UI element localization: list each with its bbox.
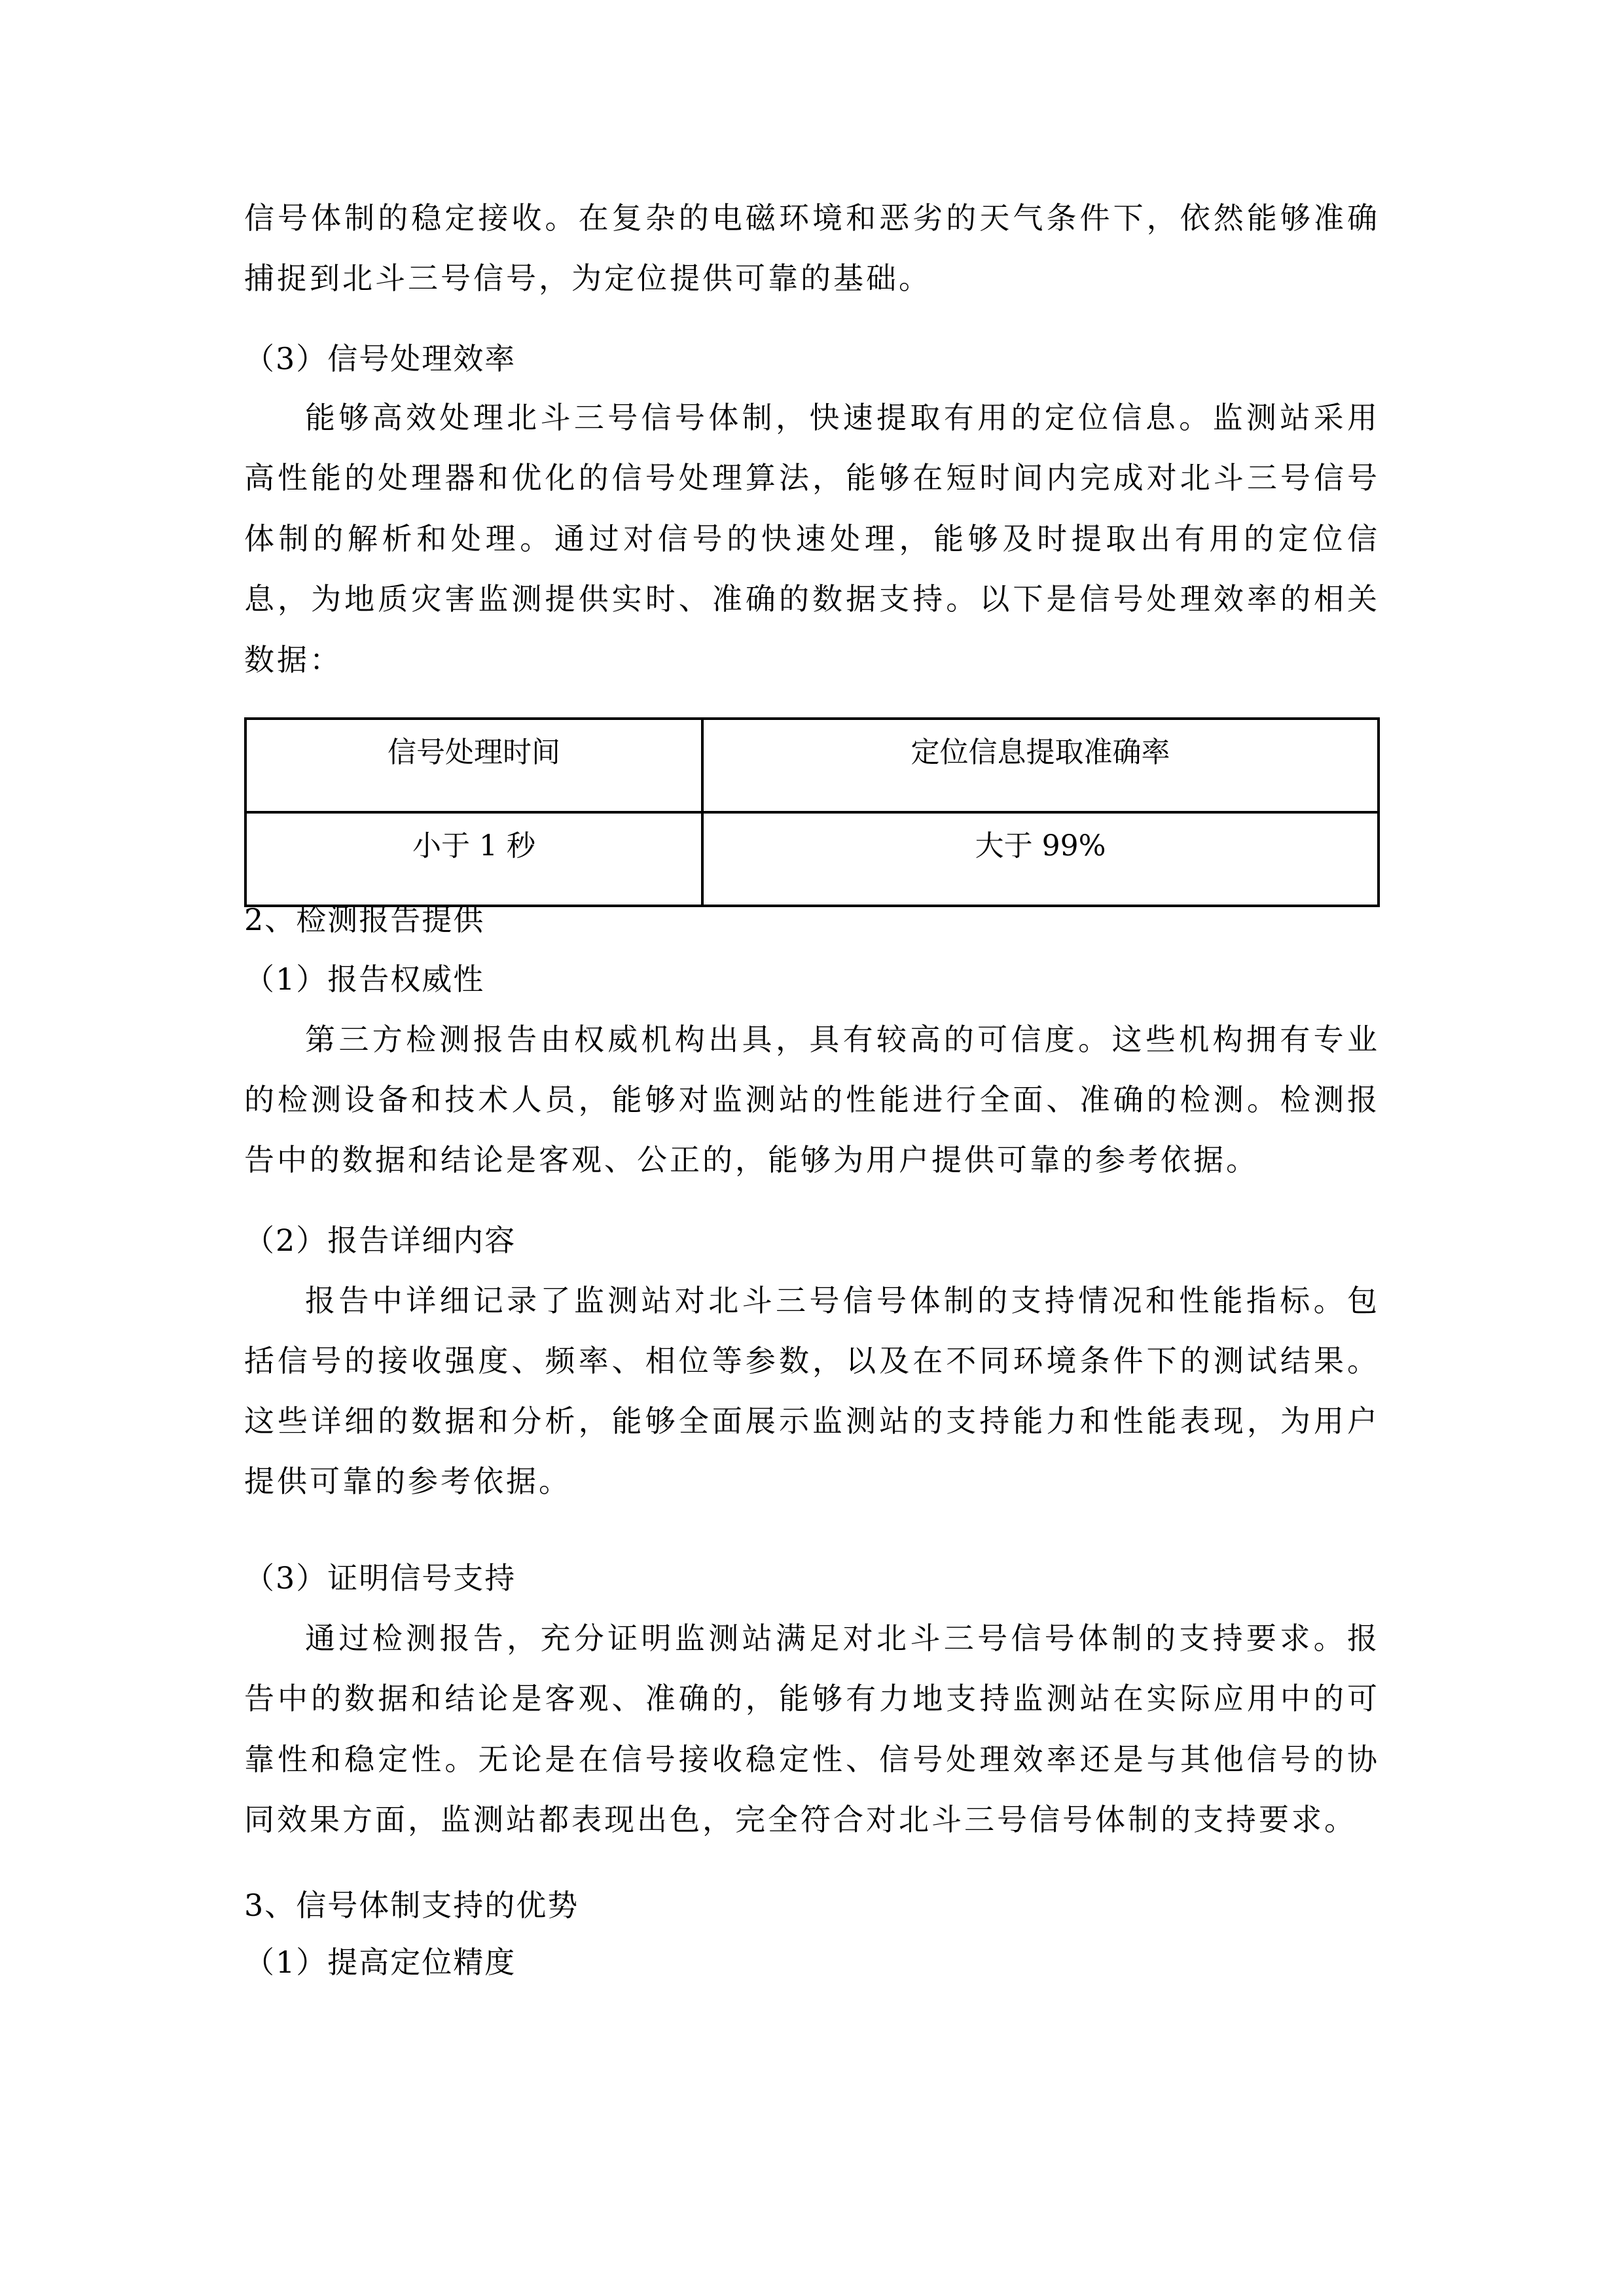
paragraph-line: 第三方检测报告由权威机构出具，具有较高的可信度。这些机构拥有专业 (305, 1022, 1380, 1057)
paragraph-line: 报告中详细记录了监测站对北斗三号信号体制的支持情况和性能指标。包 (305, 1283, 1380, 1318)
table-cell: 大于 99% (702, 812, 1379, 906)
table-header-row (245, 719, 1379, 812)
subsection-heading-details: （2）报告详细内容 (244, 1223, 516, 1258)
paragraph-line: 通过检测报告，充分证明监测站满足对北斗三号信号体制的支持要求。报 (305, 1621, 1380, 1656)
subsection-heading-signal-processing: （3）信号处理效率 (244, 341, 516, 376)
section-heading-advantages: 3、信号体制支持的优势 (244, 1888, 579, 1923)
paragraph-line: 体制的解析和处理。通过对信号的快速处理，能够及时提取出有用的定位信 (244, 521, 1380, 556)
paragraph-line: 息，为地质灾害监测提供实时、准确的数据支持。以下是信号处理效率的相关 (244, 581, 1380, 617)
paragraph-line: 的检测设备和技术人员，能够对监测站的性能进行全面、准确的检测。检测报 (244, 1082, 1380, 1117)
subsection-heading-proof: （3）证明信号支持 (244, 1560, 516, 1596)
signal-processing-table (244, 717, 1380, 907)
subsection-heading-precision: （1）提高定位精度 (244, 1945, 516, 1980)
paragraph-line: 括信号的接收强度、频率、相位等参数，以及在不同环境条件下的测试结果。 (244, 1343, 1380, 1378)
paragraph-line: 捕捉到北斗三号信号，为定位提供可靠的基础。 (244, 260, 931, 296)
table-cell: 小于 1 秒 (245, 812, 702, 906)
paragraph-line: 高性能的处理器和优化的信号处理算法，能够在短时间内完成对北斗三号信号 (244, 460, 1380, 495)
table-row (245, 812, 1379, 906)
paragraph-line: 同效果方面，监测站都表现出色，完全符合对北斗三号信号体制的支持要求。 (244, 1802, 1357, 1837)
paragraph-line: 提供可靠的参考依据。 (244, 1463, 571, 1499)
paragraph-line: 告中的数据和结论是客观、公正的，能够为用户提供可靠的参考依据。 (244, 1142, 1259, 1177)
section-heading-report: 2、检测报告提供 (244, 902, 485, 937)
paragraph-line: 数据： (244, 642, 342, 677)
paragraph-line: 这些详细的数据和分析，能够全面展示监测站的支持能力和性能表现，为用户 (244, 1403, 1380, 1439)
subsection-heading-authority: （1）报告权威性 (244, 961, 485, 997)
paragraph-line: 靠性和稳定性。无论是在信号接收稳定性、信号处理效率还是与其他信号的协 (244, 1742, 1380, 1777)
paragraph-line: 能够高效处理北斗三号信号体制，快速提取有用的定位信息。监测站采用 (305, 400, 1380, 435)
table-header-cell: 信号处理时间 (245, 719, 702, 812)
paragraph-line: 告中的数据和结论是客观、准确的，能够有力地支持监测站在实际应用中的可 (244, 1681, 1380, 1716)
paragraph-line: 信号体制的稳定接收。在复杂的电磁环境和恶劣的天气条件下，依然能够准确 (244, 200, 1380, 236)
table-header-cell: 定位信息提取准确率 (702, 719, 1379, 812)
